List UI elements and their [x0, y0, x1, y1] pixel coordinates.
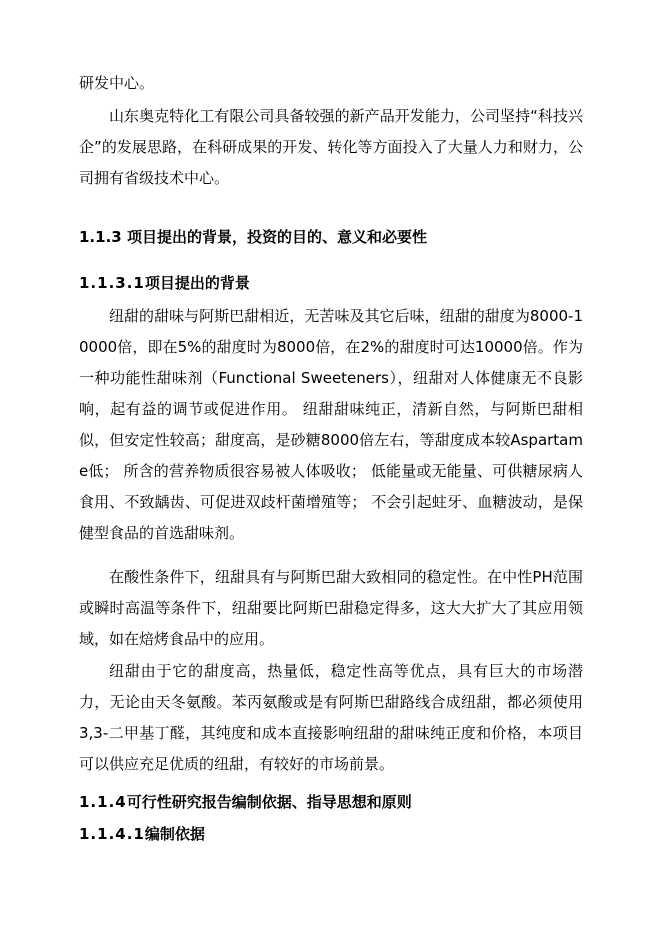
heading-1-1-3-title: 项目提出的背景，投资的目的、意义和必要性 [126, 228, 427, 246]
heading-1-1-3 [79, 225, 583, 249]
heading-1-1-3-number: 1.1.3 [79, 228, 122, 246]
paragraph-intro-end: 研发中心。 [79, 74, 155, 92]
heading-1-1-4-1-title: 编制依据 [144, 825, 205, 843]
heading-1-1-4 [79, 790, 583, 814]
heading-1-1-4-1-number: 1.1.4.1 [79, 825, 145, 843]
paragraph-neotame-sweetness: 纽甜的甜味与阿斯巴甜相近，无苦味及其它后味，纽甜的甜度为8000-10000倍，即在5%的甜度时为8000倍，在2%的甜度时可达10000倍。作为一种功能性甜味剂（Functional Sweeteners），纽甜对人体健康无不良影响，起有益的调节或促进作用。 纽甜甜味纯正，清新自然，与阿斯巴甜相似，但安定性较高；甜度高，是砂糖8000倍左右，等甜度成本较Aspartame低； 所含的营养物质很容易被人体吸收； 低能量或无能量、可供糖尿病人食用、不致龋齿、可促进双歧杆菌增殖等； 不会引起蛀牙、血糖波动，是保健型食品的首选甜味剂。 [79, 307, 583, 542]
heading-1-1-3-1-number: 1.1.3.1 [79, 274, 145, 292]
paragraph-company-capability: 山东奥克特化工有限公司具备较强的新产品开发能力，公司坚持“科技兴企”的发展思路，在科研成果的开发、转化等方面投入了大量人力和财力，公司拥有省级技术中心。 [79, 107, 583, 187]
heading-1-1-3-1 [79, 271, 583, 295]
paragraph-neotame-market: 纽甜由于它的甜度高，热量低，稳定性高等优点，具有巨大的市场潜力，无论由天冬氨酸。苯丙氨酸或是有阿斯巴甜路线合成纽甜，都必须使用3,3-二甲基丁醛，其纯度和成本直接影响纽甜的甜味纯正度和价格，本项目可以供应充足优质的纽甜，有较好的市场前景。 [79, 662, 583, 773]
heading-1-1-4-number: 1.1.4 [79, 793, 127, 811]
paragraph-neotame-stability: 在酸性条件下，纽甜具有与阿斯巴甜大致相同的稳定性。在中性PH范围或瞬时高温等条件下，纽甜要比阿斯巴甜稳定得多，这大大扩大了其应用领域，如在焙烤食品中的应用。 [79, 568, 583, 648]
heading-1-1-4-1 [79, 822, 583, 846]
heading-1-1-4-title: 可行性研究报告编制依据、指导思想和原则 [126, 793, 412, 811]
heading-1-1-3-1-title: 项目提出的背景 [144, 274, 250, 292]
